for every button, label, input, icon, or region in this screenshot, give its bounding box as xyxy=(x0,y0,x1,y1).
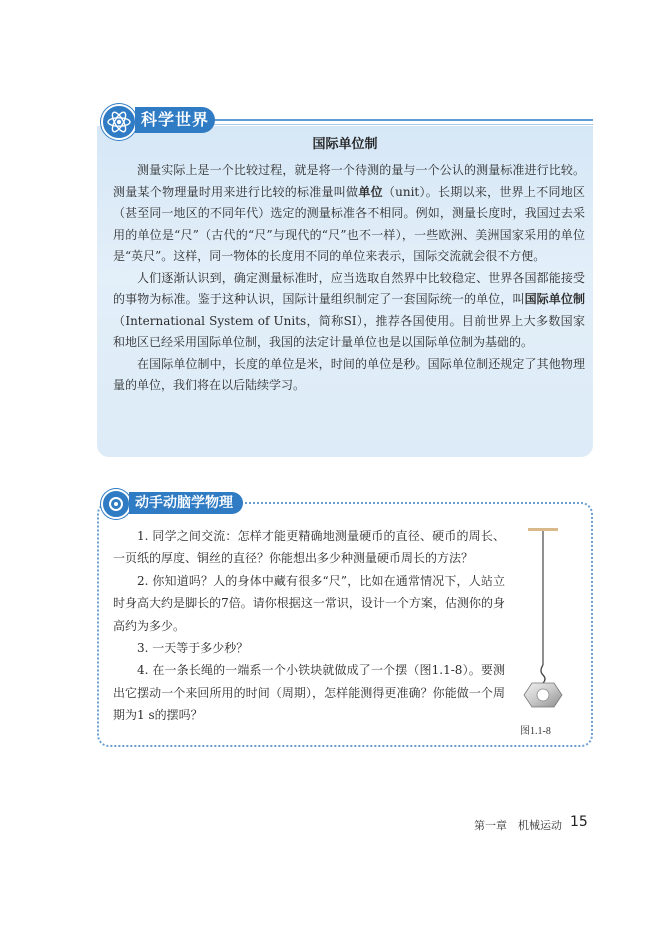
science-world-rule-thin xyxy=(195,124,593,125)
page-number: 15 xyxy=(570,814,588,830)
section-title: 国际单位制 xyxy=(312,137,378,152)
pendulum-figure xyxy=(520,525,570,715)
hands-on-label: 动手动脑学物理 xyxy=(129,492,243,514)
paragraph: 在国际单位制中，长度的单位是米，时间的单位是秒。国际单位制还规定了其他物理量的单位，我们将在以后陆续学习。 xyxy=(113,356,585,392)
text-run: 测量实际上是一个比较过程，就是将一个待测的量与一个公认的测量标准进行比较。测量某个物理量时用来进行比较的标准量叫做 xyxy=(113,163,585,199)
text-run: （unit）。长期以来，世界上不同地区（甚至同一地区的不同年代）选定的测量标准各不相同。例如，测量长度时，我国过去采用的单位是“尺”（古代的“尺”与现代的“尺”也不一样），一些欧洲、美洲国家采用的单位是“英尺”。这样，同一物体的长度用不同的单位来表示，国际交流就会很不方便。 xyxy=(113,184,585,263)
hands-on-badge xyxy=(101,489,261,515)
question-4: 4. 在一条长绳的一端系一个小铁块就做成了一个摆（图1.1-8）。要测出它摆动一个来回所用的时间（周期），怎样能测得更准确？你能做一个周期为1 s的摆吗？ xyxy=(113,663,505,723)
paragraph xyxy=(113,160,585,268)
hands-on-body xyxy=(113,525,505,727)
science-world-label: 科学世界 xyxy=(135,107,215,133)
question-2: 2. 你知道吗？人的身体中藏有很多“尺”，比如在通常情况下，人站立时身高大约是脚长的7倍。请你根据这一常识，设计一个方案，估测你的身高约为多少。 xyxy=(113,573,505,633)
chapter-title: 第一章 机械运动 xyxy=(474,819,562,832)
bold-term: 单位 xyxy=(358,184,383,199)
text-run: （International System of Units，简称SI），推荐各国使用。目前世界上大多数国家和地区已经采用国际单位制，我国的法定计量单位也是以国际单位制为基础的。 xyxy=(113,313,585,349)
science-world-rule xyxy=(195,119,593,121)
bold-term: 国际单位制 xyxy=(524,292,585,306)
paragraph xyxy=(113,268,585,354)
target-icon xyxy=(101,489,131,519)
text-run: 人们逐渐认识到，确定测量标准时，应当选取自然界中比较稳定、世界各国都能接受的事物为标准。鉴于这种认识，国际计量组织制定了一套国际统一的单位，叫 xyxy=(113,270,585,306)
science-world-body xyxy=(113,160,585,397)
figure-caption: 图1.1-8 xyxy=(520,726,551,737)
question-3: 3. 一天等于多少秒？ xyxy=(137,641,249,656)
question-1: 1. 同学之间交流：怎样才能更精确地测量硬币的直径、硬币的周长、一页纸的厚度、铜丝的直径？你能想出多少种测量硬币周长的方法？ xyxy=(113,529,505,566)
page-footer xyxy=(474,814,594,834)
science-world-badge xyxy=(101,104,219,136)
